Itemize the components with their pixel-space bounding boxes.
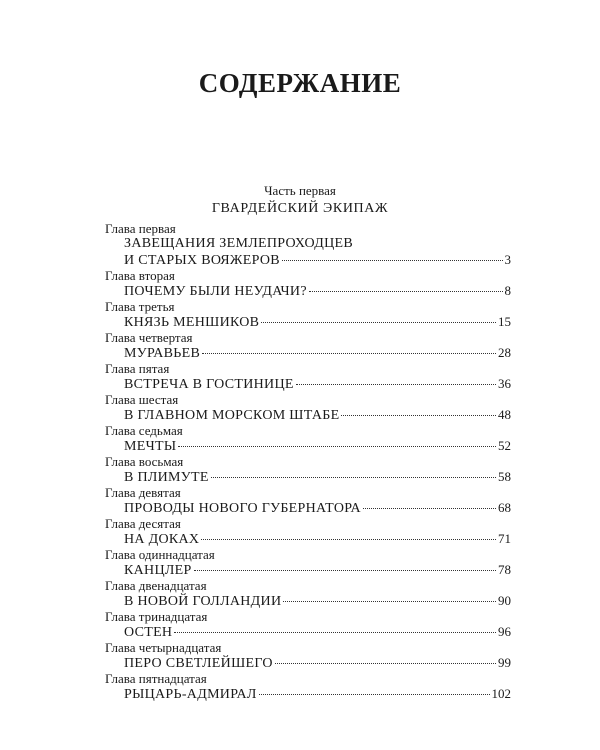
chapter-title-line xyxy=(105,314,511,330)
chapter-title-line xyxy=(105,407,511,423)
page-number: 36 xyxy=(498,376,511,391)
chapter-title-line xyxy=(105,531,511,547)
toc-entry-11 xyxy=(105,547,511,578)
chapter-title: ПОЧЕМУ БЫЛИ НЕУДАЧИ? xyxy=(124,284,307,299)
chapter-label: Глава пятнадцатая xyxy=(105,671,207,686)
chapter-title-line xyxy=(105,624,511,640)
toc-entry-14 xyxy=(105,640,511,671)
chapter-label: Глава вторая xyxy=(105,268,175,283)
chapter-label: Глава десятая xyxy=(105,516,181,531)
page-number: 71 xyxy=(498,531,511,546)
chapter-label: Глава девятая xyxy=(105,485,181,500)
chapter-label: Глава третья xyxy=(105,299,175,314)
page-number: 78 xyxy=(498,562,511,577)
dot-leader xyxy=(296,384,496,385)
toc-entry-9 xyxy=(105,485,511,516)
page-number: 102 xyxy=(491,686,511,701)
chapter-title: ОСТЕН xyxy=(124,625,173,640)
chapter-title-line xyxy=(105,593,511,609)
chapter-title-line xyxy=(105,562,511,578)
chapter-title-line xyxy=(105,252,511,268)
chapter-title-line xyxy=(105,345,511,361)
dot-leader xyxy=(202,353,496,354)
dot-leader xyxy=(309,291,503,292)
page-number: 99 xyxy=(498,655,511,670)
part-label: Часть первая xyxy=(264,183,336,198)
toc-entry-4 xyxy=(105,330,511,361)
chapter-title: КАНЦЛЕР xyxy=(124,563,192,578)
chapter-title-line xyxy=(105,500,511,516)
chapter-title-line xyxy=(105,686,511,702)
chapter-label: Глава двенадцатая xyxy=(105,578,207,593)
toc-entry-7 xyxy=(105,423,511,454)
toc-entry-8 xyxy=(105,454,511,485)
toc-entry-15 xyxy=(105,671,511,702)
page-number: 8 xyxy=(504,283,511,298)
chapter-title: В ПЛИМУТЕ xyxy=(124,470,209,485)
chapter-title-line xyxy=(105,376,511,392)
toc-entry-1 xyxy=(105,221,511,268)
dot-leader xyxy=(174,632,496,633)
dot-leader xyxy=(211,477,496,478)
chapter-label: Глава пятая xyxy=(105,361,170,376)
dot-leader xyxy=(178,446,496,447)
page-number: 28 xyxy=(498,345,511,360)
toc-entry-10 xyxy=(105,516,511,547)
chapter-title: ПЕРО СВЕТЛЕЙШЕГО xyxy=(124,656,273,671)
page-number: 58 xyxy=(498,469,511,484)
toc-entry-3 xyxy=(105,299,511,330)
dot-leader xyxy=(341,415,496,416)
chapter-label: Глава четвертая xyxy=(105,330,193,345)
toc-entry-12 xyxy=(105,578,511,609)
page-number: 3 xyxy=(504,252,511,267)
toc-entry-6 xyxy=(105,392,511,423)
chapter-label: Глава тринадцатая xyxy=(105,609,208,624)
toc-entry-5 xyxy=(105,361,511,392)
chapter-label: Глава восьмая xyxy=(105,454,184,469)
page-number: 90 xyxy=(498,593,511,608)
toc-entry-2 xyxy=(105,268,511,299)
dot-leader xyxy=(282,260,503,261)
chapter-label: Глава одиннадцатая xyxy=(105,547,215,562)
dot-leader xyxy=(275,663,496,664)
chapter-title-line-1 xyxy=(105,236,511,252)
page-number: 96 xyxy=(498,624,511,639)
dot-leader xyxy=(363,508,496,509)
chapter-title: НА ДОКАХ xyxy=(124,532,200,547)
toc-entry-13 xyxy=(105,609,511,640)
page-number: 48 xyxy=(498,407,511,422)
chapter-label: Глава седьмая xyxy=(105,423,183,438)
chapter-title: МУРАВЬЕВ xyxy=(124,346,201,361)
chapter-label: Глава шестая xyxy=(105,392,179,407)
chapter-label: Глава первая xyxy=(105,221,176,236)
page-number: 68 xyxy=(498,500,511,515)
chapter-title: КНЯЗЬ МЕНШИКОВ xyxy=(124,315,260,330)
dot-leader xyxy=(259,694,490,695)
table-of-contents xyxy=(105,221,511,702)
chapter-title-line xyxy=(105,283,511,299)
chapter-title: РЫЦАРЬ-АДМИРАЛ xyxy=(124,687,257,702)
chapter-title-line xyxy=(105,655,511,671)
chapter-label: Глава четырнадцатая xyxy=(105,640,222,655)
chapter-title-line xyxy=(105,438,511,454)
dot-leader xyxy=(261,322,496,323)
page-number: 15 xyxy=(498,314,511,329)
dot-leader xyxy=(283,601,496,602)
chapter-title: МЕЧТЫ xyxy=(124,439,177,454)
part-title: ГВАРДЕЙСКИЙ ЭКИПАЖ xyxy=(211,201,389,216)
page-title: СОДЕРЖАНИЕ xyxy=(198,68,402,98)
chapter-title: В НОВОЙ ГОЛЛАНДИИ xyxy=(124,594,282,609)
chapter-title: ПРОВОДЫ НОВОГО ГУБЕРНАТОРА xyxy=(124,501,361,516)
chapter-title: И СТАРЫХ ВОЯЖЕРОВ xyxy=(124,253,280,268)
page-number: 52 xyxy=(498,438,511,453)
chapter-title-line xyxy=(105,469,511,485)
dot-leader xyxy=(201,539,496,540)
chapter-title: ВСТРЕЧА В ГОСТИНИЦЕ xyxy=(124,377,294,392)
chapter-title: ЗАВЕЩАНИЯ ЗЕМЛЕПРОХОДЦЕВ xyxy=(124,236,354,251)
chapter-title: В ГЛАВНОМ МОРСКОМ ШТАБЕ xyxy=(124,408,340,423)
dot-leader xyxy=(194,570,496,571)
